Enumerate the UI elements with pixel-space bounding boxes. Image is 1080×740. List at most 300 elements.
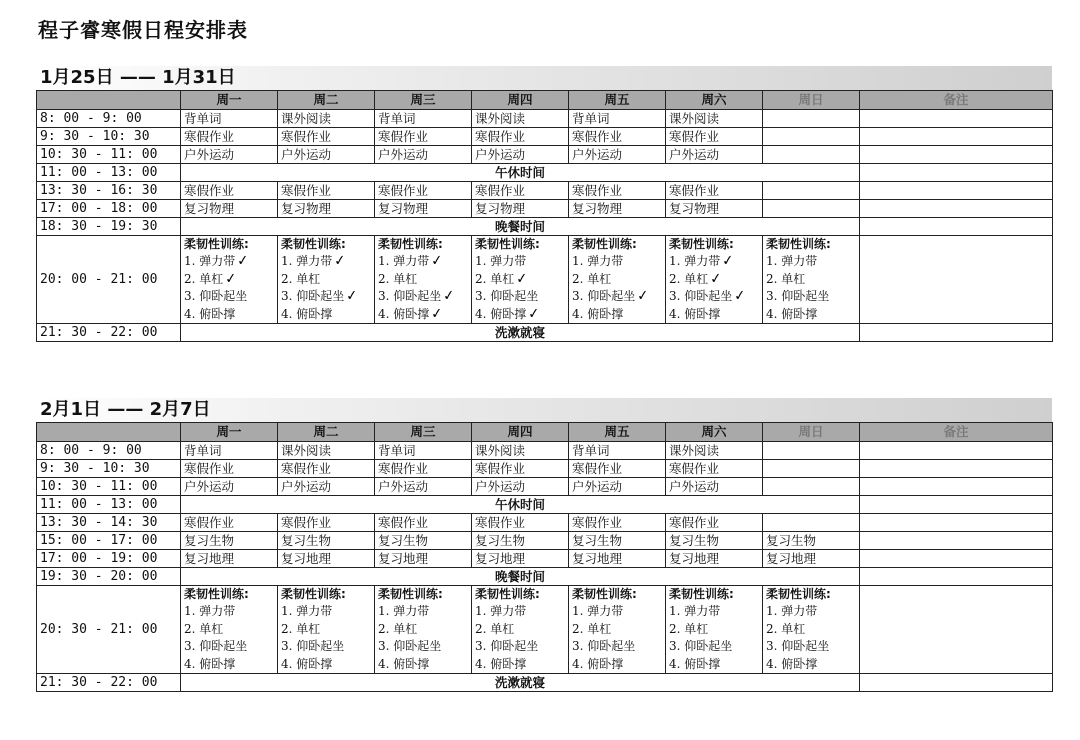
notes-cell — [860, 200, 1053, 218]
training-item — [669, 288, 759, 306]
check-mark-icon: ✓ — [442, 287, 456, 305]
table-row — [37, 674, 1053, 692]
activity-cell: 寒假作业 — [375, 460, 472, 478]
column-header: 周一 — [181, 91, 278, 110]
training-item — [184, 306, 274, 324]
check-mark-icon: ✓ — [430, 252, 444, 270]
training-item-label: 2. 单杠 — [475, 621, 515, 636]
activity-cell: 寒假作业 — [375, 514, 472, 532]
check-mark-icon: ✓ — [721, 252, 735, 270]
training-item-label: 2. 单杠 — [766, 621, 806, 636]
activity-cell — [763, 514, 860, 532]
training-item-label: 1. 弹力带 — [378, 604, 430, 618]
training-cell — [278, 236, 375, 324]
training-cell — [472, 236, 569, 324]
training-title: 柔韧性训练: — [184, 587, 249, 601]
page-title: 程子睿寒假日程安排表 — [38, 18, 248, 42]
activity-cell: 课外阅读 — [666, 110, 763, 128]
training-item-label: 3. 仰卧起坐 — [281, 289, 345, 303]
activity-cell: 背单词 — [569, 442, 666, 460]
training-item-label: 1. 弹力带 — [281, 604, 333, 618]
training-item — [475, 603, 565, 621]
schedule-table — [36, 90, 1053, 342]
activity-cell: 复习生物 — [763, 532, 860, 550]
training-item-label: 1. 弹力带 — [572, 604, 624, 618]
activity-cell: 复习生物 — [375, 532, 472, 550]
activity-cell — [763, 200, 860, 218]
time-slot: 9: 30 - 10: 30 — [37, 128, 181, 146]
training-item-label: 4. 俯卧撑 — [184, 306, 236, 321]
activity-cell: 户外运动 — [666, 146, 763, 164]
column-header-row — [37, 423, 1053, 442]
column-header: 周日 — [763, 423, 860, 442]
training-item — [669, 621, 759, 639]
training-item-label: 4. 俯卧撑 — [669, 306, 721, 321]
notes-cell — [860, 442, 1053, 460]
training-item — [378, 271, 468, 289]
column-header: 周四 — [472, 91, 569, 110]
activity-cell: 户外运动 — [569, 146, 666, 164]
training-item — [184, 253, 274, 271]
training-item — [184, 638, 274, 656]
training-item-label: 1. 弹力带 — [281, 254, 333, 268]
time-slot: 18: 30 - 19: 30 — [37, 218, 181, 236]
training-item-label: 2. 单杠 — [281, 621, 321, 636]
activity-cell: 背单词 — [181, 442, 278, 460]
training-item-label: 4. 俯卧撑 — [766, 306, 818, 321]
training-title: 柔韧性训练: — [184, 237, 249, 251]
training-item-label: 2. 单杠 — [572, 271, 612, 286]
activity-cell — [763, 182, 860, 200]
activity-cell: 户外运动 — [569, 478, 666, 496]
column-header: 周四 — [472, 423, 569, 442]
check-mark-icon: ✓ — [636, 287, 650, 305]
activity-cell: 复习地理 — [375, 550, 472, 568]
activity-cell: 复习物理 — [181, 200, 278, 218]
training-item-label: 3. 仰卧起坐 — [572, 639, 636, 653]
activity-cell: 背单词 — [375, 442, 472, 460]
training-item-label: 4. 俯卧撑 — [572, 306, 624, 321]
table-row — [37, 236, 1053, 324]
training-item-label: 4. 俯卧撑 — [184, 656, 236, 671]
training-item-label: 4. 俯卧撑 — [572, 656, 624, 671]
activity-cell: 户外运动 — [472, 146, 569, 164]
merged-activity: 洗漱就寝 — [181, 324, 860, 342]
training-item-label: 1. 弹力带 — [669, 604, 721, 618]
training-item — [378, 621, 468, 639]
week-header: 1月25日 —— 1月31日 — [36, 66, 1052, 90]
training-item-label: 1. 弹力带 — [766, 254, 818, 268]
schedule-table — [36, 422, 1053, 692]
column-header: 周六 — [666, 423, 763, 442]
activity-cell: 寒假作业 — [278, 460, 375, 478]
notes-cell — [860, 478, 1053, 496]
notes-cell — [860, 674, 1053, 692]
column-header: 备注 — [860, 423, 1053, 442]
activity-cell: 寒假作业 — [472, 460, 569, 478]
training-cell — [666, 236, 763, 324]
activity-cell: 户外运动 — [666, 478, 763, 496]
activity-cell: 户外运动 — [181, 146, 278, 164]
activity-cell: 寒假作业 — [181, 514, 278, 532]
activity-cell: 复习生物 — [472, 532, 569, 550]
training-item — [378, 638, 468, 656]
training-cell — [375, 586, 472, 674]
activity-cell: 户外运动 — [278, 146, 375, 164]
notes-cell — [860, 324, 1053, 342]
training-cell — [375, 236, 472, 324]
training-item — [572, 638, 662, 656]
table-row — [37, 200, 1053, 218]
activity-cell: 复习生物 — [181, 532, 278, 550]
training-item-label: 2. 单杠 — [669, 621, 709, 636]
activity-cell: 寒假作业 — [472, 182, 569, 200]
notes-cell — [860, 460, 1053, 478]
training-cell — [569, 236, 666, 324]
check-mark-icon: ✓ — [236, 252, 250, 270]
training-item — [572, 253, 662, 271]
table-row — [37, 550, 1053, 568]
training-item — [766, 603, 856, 621]
merged-activity: 午休时间 — [181, 496, 860, 514]
column-header: 备注 — [860, 91, 1053, 110]
activity-cell: 寒假作业 — [181, 128, 278, 146]
training-title: 柔韧性训练: — [378, 587, 443, 601]
table-row — [37, 128, 1053, 146]
training-item — [475, 656, 565, 674]
training-cell — [666, 586, 763, 674]
notes-cell — [860, 514, 1053, 532]
training-item — [184, 656, 274, 674]
activity-cell: 课外阅读 — [666, 442, 763, 460]
check-mark-icon: ✓ — [515, 269, 529, 288]
activity-cell: 寒假作业 — [569, 128, 666, 146]
time-slot: 11: 00 - 13: 00 — [37, 164, 181, 182]
check-mark-icon: ✓ — [733, 287, 747, 305]
table-row — [37, 110, 1053, 128]
training-item — [281, 621, 371, 639]
table-row — [37, 218, 1053, 236]
activity-cell: 课外阅读 — [278, 110, 375, 128]
training-item-label: 4. 俯卧撑 — [281, 656, 333, 671]
activity-cell: 寒假作业 — [666, 182, 763, 200]
training-item-label: 1. 弹力带 — [766, 604, 818, 618]
notes-cell — [860, 128, 1053, 146]
activity-cell: 户外运动 — [375, 478, 472, 496]
table-row — [37, 478, 1053, 496]
training-title: 柔韧性训练: — [475, 587, 540, 601]
activity-cell: 背单词 — [181, 110, 278, 128]
activity-cell — [763, 110, 860, 128]
merged-activity: 晚餐时间 — [181, 218, 860, 236]
activity-cell: 复习地理 — [666, 550, 763, 568]
training-cell — [763, 586, 860, 674]
table-row — [37, 532, 1053, 550]
activity-cell: 复习生物 — [569, 532, 666, 550]
training-item-label: 4. 俯卧撑 — [281, 306, 333, 321]
column-header: 周六 — [666, 91, 763, 110]
column-header: 周二 — [278, 423, 375, 442]
check-mark-icon: ✓ — [527, 304, 541, 323]
training-item-label: 3. 仰卧起坐 — [669, 639, 733, 653]
training-title: 柔韧性训练: — [475, 237, 540, 251]
notes-cell — [860, 164, 1053, 182]
table-row — [37, 146, 1053, 164]
training-item-label: 2. 单杠 — [572, 621, 612, 636]
column-header: 周五 — [569, 91, 666, 110]
activity-cell: 寒假作业 — [569, 514, 666, 532]
notes-cell — [860, 110, 1053, 128]
notes-cell — [860, 532, 1053, 550]
training-item-label: 4. 俯卧撑 — [475, 306, 527, 321]
training-item-label: 3. 仰卧起坐 — [378, 289, 442, 303]
activity-cell: 复习地理 — [569, 550, 666, 568]
training-item — [766, 638, 856, 656]
training-item — [184, 288, 274, 306]
table-row — [37, 568, 1053, 586]
time-slot: 17: 00 - 19: 00 — [37, 550, 181, 568]
training-item-label: 3. 仰卧起坐 — [669, 289, 733, 303]
check-mark-icon: ✓ — [333, 252, 347, 270]
training-item — [184, 621, 274, 639]
training-title: 柔韧性训练: — [669, 237, 734, 251]
notes-cell — [860, 550, 1053, 568]
training-item-label: 3. 仰卧起坐 — [766, 639, 830, 653]
training-item — [281, 271, 371, 289]
training-item-label: 2. 单杠 — [766, 271, 806, 286]
table-row — [37, 514, 1053, 532]
activity-cell: 背单词 — [375, 110, 472, 128]
check-mark-icon: ✓ — [430, 304, 444, 323]
training-item — [281, 638, 371, 656]
activity-cell: 寒假作业 — [569, 460, 666, 478]
time-slot: 10: 30 - 11: 00 — [37, 146, 181, 164]
activity-cell: 寒假作业 — [181, 182, 278, 200]
time-slot: 20: 00 - 21: 00 — [37, 236, 181, 324]
training-item — [572, 288, 662, 306]
training-item-label: 2. 单杠 — [475, 271, 515, 286]
training-item-label: 3. 仰卧起坐 — [378, 639, 442, 653]
activity-cell — [763, 442, 860, 460]
activity-cell: 户外运动 — [472, 478, 569, 496]
table-row — [37, 182, 1053, 200]
training-item — [475, 288, 565, 306]
training-item — [572, 603, 662, 621]
table-row — [37, 460, 1053, 478]
notes-cell — [860, 182, 1053, 200]
activity-cell: 复习地理 — [278, 550, 375, 568]
activity-cell: 寒假作业 — [278, 128, 375, 146]
training-item — [766, 306, 856, 324]
activity-cell: 寒假作业 — [666, 460, 763, 478]
time-header — [37, 423, 181, 442]
activity-cell — [763, 460, 860, 478]
activity-cell: 寒假作业 — [569, 182, 666, 200]
training-item — [281, 253, 371, 271]
training-item-label: 2. 单杠 — [281, 271, 321, 286]
column-header: 周一 — [181, 423, 278, 442]
training-item-label: 3. 仰卧起坐 — [766, 289, 830, 303]
activity-cell: 户外运动 — [278, 478, 375, 496]
training-item-label: 1. 弹力带 — [378, 254, 430, 268]
training-item-label: 4. 俯卧撑 — [378, 656, 430, 671]
training-item — [475, 306, 565, 324]
training-item — [766, 271, 856, 289]
training-item — [572, 306, 662, 324]
time-slot: 20: 30 - 21: 00 — [37, 586, 181, 674]
training-cell — [181, 586, 278, 674]
training-cell — [181, 236, 278, 324]
training-item — [669, 656, 759, 674]
training-item-label: 2. 单杠 — [669, 271, 709, 286]
table-row — [37, 164, 1053, 182]
training-title: 柔韧性训练: — [572, 237, 637, 251]
table-row — [37, 442, 1053, 460]
table-row — [37, 586, 1053, 674]
week-block-2 — [36, 398, 1052, 692]
training-item — [475, 621, 565, 639]
time-slot: 21: 30 - 22: 00 — [37, 324, 181, 342]
training-item — [669, 603, 759, 621]
activity-cell — [763, 478, 860, 496]
training-item — [184, 271, 274, 289]
time-slot: 8: 00 - 9: 00 — [37, 110, 181, 128]
activity-cell: 寒假作业 — [666, 128, 763, 146]
time-slot: 17: 00 - 18: 00 — [37, 200, 181, 218]
merged-activity: 洗漱就寝 — [181, 674, 860, 692]
training-item-label: 1. 弹力带 — [669, 254, 721, 268]
activity-cell: 背单词 — [569, 110, 666, 128]
training-item — [281, 288, 371, 306]
training-item — [378, 253, 468, 271]
time-slot: 10: 30 - 11: 00 — [37, 478, 181, 496]
training-item-label: 2. 单杠 — [184, 271, 224, 286]
column-header-row — [37, 91, 1053, 110]
week-header: 2月1日 —— 2月7日 — [36, 398, 1052, 422]
training-item — [184, 603, 274, 621]
time-slot: 21: 30 - 22: 00 — [37, 674, 181, 692]
training-item — [475, 271, 565, 289]
training-item — [766, 253, 856, 271]
training-item — [378, 656, 468, 674]
training-title: 柔韧性训练: — [669, 587, 734, 601]
column-header: 周五 — [569, 423, 666, 442]
activity-cell: 寒假作业 — [278, 514, 375, 532]
training-item-label: 4. 俯卧撑 — [766, 656, 818, 671]
training-item — [475, 253, 565, 271]
training-item-label: 2. 单杠 — [184, 621, 224, 636]
time-slot: 15: 00 - 17: 00 — [37, 532, 181, 550]
check-mark-icon: ✓ — [345, 287, 359, 305]
activity-cell — [763, 128, 860, 146]
check-mark-icon: ✓ — [709, 269, 723, 288]
training-item-label: 3. 仰卧起坐 — [184, 289, 248, 303]
activity-cell: 寒假作业 — [375, 128, 472, 146]
table-row — [37, 496, 1053, 514]
training-item — [766, 656, 856, 674]
training-title: 柔韧性训练: — [766, 237, 831, 251]
activity-cell: 复习物理 — [278, 200, 375, 218]
training-item — [572, 621, 662, 639]
training-cell — [278, 586, 375, 674]
training-item-label: 3. 仰卧起坐 — [281, 639, 345, 653]
training-title: 柔韧性训练: — [766, 587, 831, 601]
activity-cell: 复习生物 — [666, 532, 763, 550]
training-item — [475, 638, 565, 656]
training-item-label: 4. 俯卧撑 — [669, 656, 721, 671]
training-cell — [569, 586, 666, 674]
activity-cell: 户外运动 — [375, 146, 472, 164]
time-slot: 9: 30 - 10: 30 — [37, 460, 181, 478]
activity-cell: 寒假作业 — [278, 182, 375, 200]
activity-cell: 复习地理 — [763, 550, 860, 568]
activity-cell: 课外阅读 — [278, 442, 375, 460]
training-item — [669, 253, 759, 271]
column-header: 周日 — [763, 91, 860, 110]
notes-cell — [860, 586, 1053, 674]
activity-cell: 户外运动 — [181, 478, 278, 496]
training-item — [572, 656, 662, 674]
training-cell — [763, 236, 860, 324]
merged-activity: 午休时间 — [181, 164, 860, 182]
activity-cell: 复习物理 — [375, 200, 472, 218]
training-item-label: 1. 弹力带 — [572, 254, 624, 268]
week-block-1 — [36, 66, 1052, 342]
training-title: 柔韧性训练: — [572, 587, 637, 601]
training-item-label: 1. 弹力带 — [184, 604, 236, 618]
activity-cell: 寒假作业 — [181, 460, 278, 478]
activity-cell: 课外阅读 — [472, 442, 569, 460]
activity-cell: 复习生物 — [278, 532, 375, 550]
training-item — [766, 621, 856, 639]
notes-cell — [860, 146, 1053, 164]
training-item-label: 4. 俯卧撑 — [378, 306, 430, 321]
training-item — [669, 271, 759, 289]
activity-cell: 复习地理 — [181, 550, 278, 568]
merged-activity: 晚餐时间 — [181, 568, 860, 586]
training-item-label: 3. 仰卧起坐 — [475, 289, 539, 303]
notes-cell — [860, 218, 1053, 236]
time-slot: 13: 30 - 16: 30 — [37, 182, 181, 200]
training-item-label: 4. 俯卧撑 — [475, 656, 527, 671]
activity-cell: 寒假作业 — [472, 514, 569, 532]
training-item — [281, 656, 371, 674]
notes-cell — [860, 568, 1053, 586]
activity-cell: 复习物理 — [472, 200, 569, 218]
time-slot: 8: 00 - 9: 00 — [37, 442, 181, 460]
activity-cell: 寒假作业 — [472, 128, 569, 146]
notes-cell — [860, 236, 1053, 324]
training-item — [669, 306, 759, 324]
column-header: 周二 — [278, 91, 375, 110]
time-slot: 13: 30 - 14: 30 — [37, 514, 181, 532]
training-item-label: 3. 仰卧起坐 — [572, 289, 636, 303]
notes-cell — [860, 496, 1053, 514]
activity-cell: 寒假作业 — [666, 514, 763, 532]
training-item-label: 1. 弹力带 — [475, 604, 527, 618]
column-header: 周三 — [375, 423, 472, 442]
activity-cell: 复习物理 — [569, 200, 666, 218]
activity-cell: 复习地理 — [472, 550, 569, 568]
activity-cell: 课外阅读 — [472, 110, 569, 128]
check-mark-icon: ✓ — [224, 269, 238, 288]
training-title: 柔韧性训练: — [281, 237, 346, 251]
training-item-label: 3. 仰卧起坐 — [184, 639, 248, 653]
training-item — [281, 603, 371, 621]
training-title: 柔韧性训练: — [281, 587, 346, 601]
training-item — [378, 603, 468, 621]
activity-cell — [763, 146, 860, 164]
